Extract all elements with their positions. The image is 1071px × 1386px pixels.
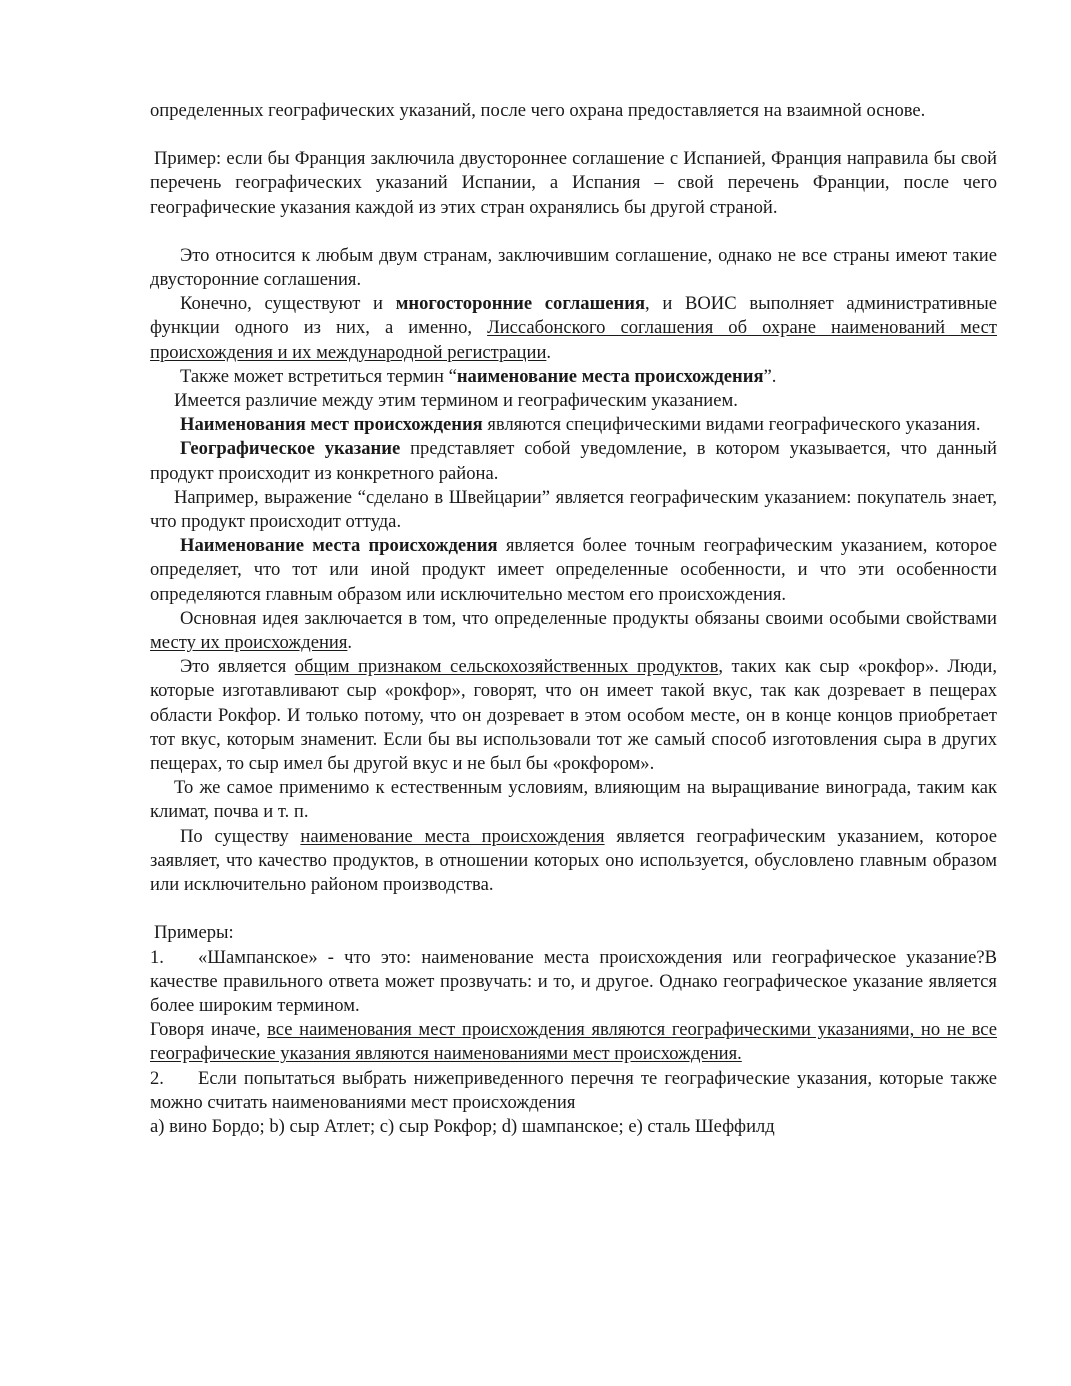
list-item-2: 2. Если попытаться выбрать нижеприведенного перечня те географические указания, которые также можно считать наименованиями мест происхождения: [150, 1067, 997, 1113]
answer-options: а) вино Бордо; b) сыр Атлет; c) сыр Рокфор; d) шампанское; e) сталь Шеффилд: [150, 1115, 775, 1137]
spacer: [150, 220, 997, 244]
paragraph-geo-indication-definition: Географическое указание представляет собой уведомление, в котором указывается, что данный продукт происходит из конкретного района.: [150, 438, 997, 484]
paragraph-example-france-spain: Пример: если бы Франция заключила двустороннее соглашение с Испанией, Франция направила бы свой перечень географических указаний Испании, а Испания – свой перечень Франции, после чего географические указания каждой из этих стран охранялись бы другой страной.: [150, 148, 997, 218]
paragraph-term-appellation: Также может встретиться термин “наименование места происхождения”.: [180, 365, 777, 387]
conclusion-underlined: все наименования мест происхождения являются географическими указаниями, но не все географические указания являются наименованиями мест происхождения.: [150, 1019, 998, 1065]
paragraph-natural-conditions: То же самое применимо к естественным условиям, влияющим на выращивание винограда, таким как климат, почва и т. п.: [150, 777, 997, 823]
paragraph-appellation-definition: Наименование места происхождения является более точным географическим указанием, которое определяет, что тот или иной продукт имеет определенные особенности, и что эти особенности определяются главным образом или исключительно местом его происхождения.: [150, 535, 997, 605]
paragraph-main-idea: Основная идея заключается в том, что определенные продукты обязаны своими особыми свойствами месту их происхождения.: [150, 607, 997, 654]
paragraph-protection-basis: определенных географических указаний, после чего охрана предоставляется на взаимной основе.: [150, 100, 926, 121]
appellation-underlined: наименование места происхождения: [300, 825, 605, 847]
paragraph-multilateral-agreements: Конечно, существуют и многосторонние соглашения, и ВОИС выполняет административные функции одного из них, а именно, Лиссабонского соглашения об охране наименований мест происхождения и их международной регистрации.: [150, 293, 997, 363]
list-number-1: 1.: [150, 946, 164, 968]
lisbon-agreement-underlined: Лиссабонского соглашения об охране наименований мест происхождения и их международной регистрации: [150, 317, 997, 363]
bold-term-appellation-2: Наименование места происхождения: [180, 535, 498, 557]
spacer: [150, 897, 997, 921]
document-page: [150, 99, 997, 1139]
paragraph-bilateral-agreements: Это относится к любым двум странам, заключившим соглашение, однако не все страны имеют такие двусторонние соглашения.: [150, 244, 997, 291]
paragraph-roquefort: Это является общим признаком сельскохозяйственных продуктов, таких как сыр «рокфор». Люди, которые изготавливают сыр «рокфор», говорят, что он имеет такой вкус, так как дозревает в пещерах области Рокфор. И только потому, что он дозревает в этом особом месте, он в конце концов приобретает тот вкус, которым знаменит. Если бы вы использовали тот же самый способ изготовления сыра в других пещерах, то сыр имел бы другой вкус и не был бы «рокфором».: [150, 656, 997, 775]
bold-term-multilateral: многосторонние соглашения: [395, 293, 646, 315]
paragraph-swiss-example: Например, выражение “сделано в Швейцарии” является географическим указанием: покупатель знает, что продукт происходит оттуда.: [150, 486, 997, 533]
paragraph-appellations-specific: Наименования мест происхождения являются специфическими видами географического указания.: [180, 414, 981, 436]
paragraph-in-other-words: Говоря иначе, все наименования мест происхождения являются географическими указаниями, но не все географические указания являются наименованиями мест происхождения.: [150, 1019, 998, 1065]
paragraph-difference: Имеется различие между этим термином и географическим указанием.: [174, 390, 738, 412]
paragraph-essence: По существу наименование места происхождения является географическим указанием, которое заявляет, что качество продуктов, в отношении которых оно используется, обусловлено главным образом или исключительно районом производства.: [150, 825, 997, 896]
bold-term-appellations: Наименования мест происхождения: [180, 414, 483, 436]
agricultural-feature-underlined: общим признаком сельскохозяйственных продуктов: [294, 656, 719, 678]
spacer: [150, 123, 997, 147]
origin-place-underlined: месту их происхождения: [150, 632, 348, 654]
bold-term-geo-indication: Географическое указание: [180, 438, 401, 460]
list-number-2: 2.: [150, 1067, 164, 1089]
list-item-1: 1. «Шампанское» - что это: наименование места происхождения или географическое указание?В качестве правильного ответа может прозвучать: и то, и другое. Однако географическое указание является более широким термином.: [150, 946, 997, 1016]
bold-term-appellation: наименование места происхождения: [456, 365, 764, 387]
examples-heading: Примеры:: [154, 922, 234, 944]
